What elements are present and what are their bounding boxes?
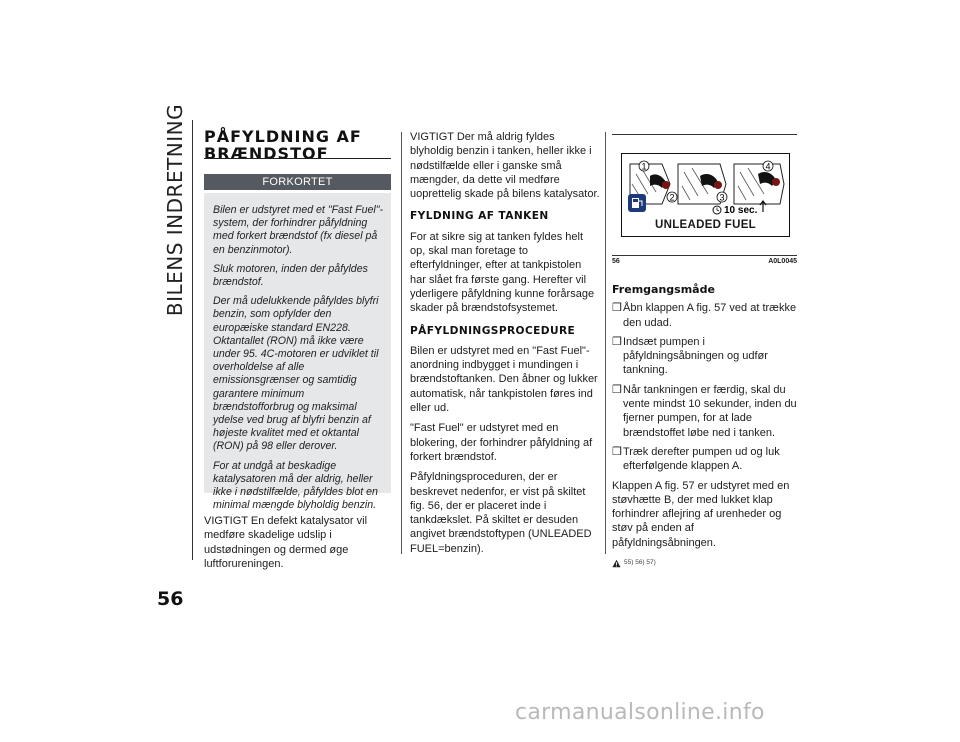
warning-paragraph: Sluk motoren, inden der påfyldes brændstof. <box>213 262 368 289</box>
section-heading-procedure: PÅFYLDNINGSPROCEDURE <box>410 324 576 337</box>
warning-paragraph: Bilen er udstyret med et "Fast Fuel"-system, der forhindrer påfyldning med forkert brændstof (fx diesel på en benzinmotor). <box>213 204 384 256</box>
warning-box <box>204 193 391 512</box>
side-rule <box>192 120 193 560</box>
step-text: Åbn klappen A fig. 57 ved at trække den udad. <box>623 302 797 329</box>
pump-withdraw-step <box>734 161 784 204</box>
clock-icon <box>713 206 721 214</box>
figure-top-rule <box>612 134 797 135</box>
important-note: VIGTIGT Der må aldrig fyldes blyholdig benzin i tanken, heller ikke i nødstilfælde eller i ganske små mængder, da dette vil medføre uoprettelig skade på bilens katalysator. <box>410 131 600 201</box>
column-1-text <box>204 514 391 577</box>
step-text: Træk derefter pumpen ud og luk efterfølgende klappen A. <box>623 445 780 473</box>
section-side-tab <box>163 103 187 317</box>
figure-code: A0L0045 <box>768 258 797 265</box>
checkbox-bullet-icon: ❒ <box>612 445 622 458</box>
arrow-up-icon <box>760 201 766 212</box>
checkbox-bullet-icon: ❒ <box>612 302 622 315</box>
figure-bottom-rule <box>612 255 797 256</box>
step-text: Når tankningen er færdig, skal du vente mindst 10 sekunder, inden du fjerner pumpen, for at lade brændstoffet løbe ned i tanken. <box>623 383 797 439</box>
dust-cap-note: Klappen A fig. 57 er udstyret med en støvhætte B, der med lukket klap forhindrer aflejring af urenheder og støv på enden af påfyldningsåbningen. <box>612 479 790 549</box>
step-marker-4: 4 <box>765 161 771 172</box>
step-marker-3: 3 <box>719 192 725 203</box>
step-marker <box>667 192 677 203</box>
warning-paragraph: Der må udelukkende påfyldes blyfri benzin, som opfylder den europæiske standard EN228. Oktantallet (RON) må ikke være under 95. 4C-motoren er udviklet til overholdelse af alle emissionsgrænser og samtidig garantere minimum brændstofforbrug og maksimal ydelse ved brug af blyfri benzin af højeste kvalitet med et oktantal (RON) på 98 eller derover. <box>213 295 379 453</box>
step-text: Indsæt pumpen i påfyldningsåbningen og udfør tankning. <box>623 335 768 377</box>
list-item <box>612 445 797 474</box>
wait-time-label: 10 sec. <box>724 205 758 216</box>
procedure-paragraph: Bilen er udstyret med en "Fast Fuel"-anordning indbygget i mundingen i brændstoftanken. Den åbner og lukker automatisk, når tankpistolen føres ind eller ud. <box>410 344 598 415</box>
list-item <box>612 383 797 440</box>
warning-paragraph: For at undgå at beskadige katalysatoren må der aldrig, heller ikke i nødstilfælde, påfyldes blot en minimal mængde blyholdig benzin. <box>213 459 378 512</box>
warning-header: FORKORTET <box>204 174 391 190</box>
figure-caption <box>612 258 797 265</box>
refuel-text: For at sikre sig at tanken fyldes helt op, skal man foretage to efterfyldninger, efter at tankpistolen har slået fra første gang. Herefter vil yderligere påfyldning kunne forårsage skader på brændstofsystemet. <box>410 230 595 315</box>
fuel-pump-icon <box>628 194 646 212</box>
step-marker <box>763 161 773 172</box>
watermark: carmanualsonline.info <box>515 700 765 725</box>
step-marker <box>639 161 649 172</box>
list-item <box>612 335 797 378</box>
procedure-paragraph: Påfyldningsproceduren, der er beskrevet nedenfor, er vist på skiltet fig. 56, der er placeret inde i tankdækslet. På skiltet er desuden angivet brændstoftypen (UNLEADED FUEL=benzin). <box>410 471 592 555</box>
procedure-paragraph: "Fast Fuel" er udstyret med en blokering, der forhindrer påfyldning af forkert brændstof. <box>410 422 593 463</box>
section-heading-refuel: FYLDNING AF TANKEN <box>410 210 549 223</box>
column-divider <box>605 132 606 554</box>
checkbox-bullet-icon: ❒ <box>612 335 622 348</box>
column-divider <box>401 132 402 554</box>
warning-references <box>612 556 797 570</box>
step-marker-1: 1 <box>641 161 647 172</box>
page-title: PÅFYLDNING AF BRÆNDSTOF <box>204 127 362 163</box>
catalyst-note: VIGTIGT En defekt katalysator vil medføre skadelige udslip i udstødningen og dermed øge luftforureningen. <box>204 515 368 570</box>
step-marker-2: 2 <box>669 192 675 203</box>
unleaded-fuel-label: UNLEADED FUEL <box>654 219 756 231</box>
column-3 <box>612 283 797 570</box>
page-number: 56 <box>157 588 184 610</box>
section-side-tab-label: BILENS INDRETNING <box>163 103 187 317</box>
figure-number: 56 <box>612 258 620 265</box>
step-marker <box>717 192 727 203</box>
procedure-subtitle: Fremgangsmåde <box>612 283 715 296</box>
fuel-cap-label-figure <box>621 153 790 237</box>
checkbox-bullet-icon: ❒ <box>612 383 622 396</box>
warning-reference-numbers: 55) 56) 57) <box>624 559 656 567</box>
warning-triangle-icon <box>612 559 621 568</box>
column-2 <box>410 130 600 562</box>
list-item <box>612 301 797 330</box>
title-rule <box>204 158 391 159</box>
